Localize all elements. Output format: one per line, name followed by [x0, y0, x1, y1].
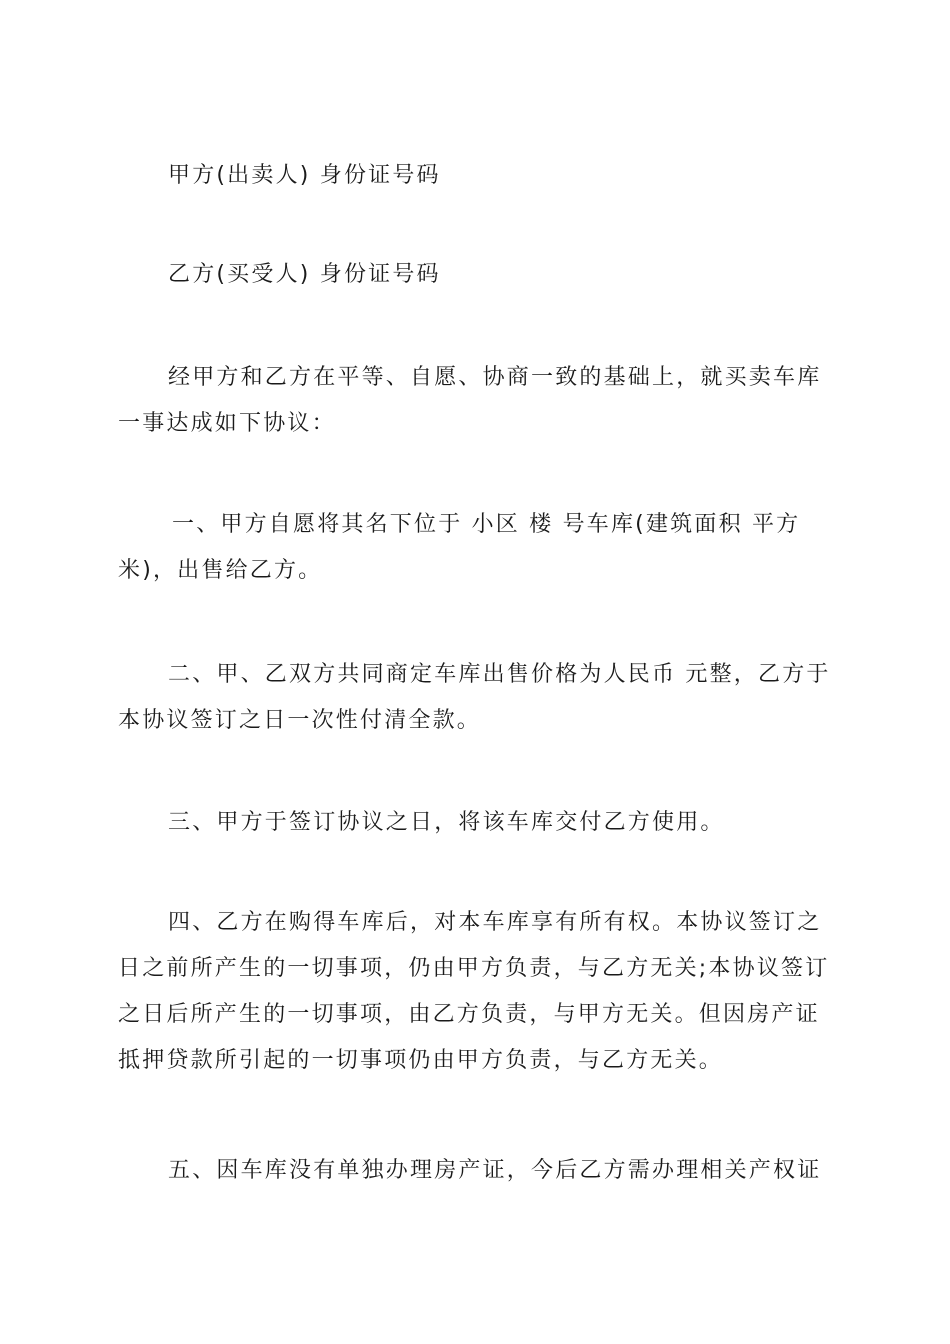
clause-5: 五、因车库没有单独办理房产证，今后乙方需办理相关产权证	[168, 1158, 822, 1183]
party-b-line: 乙方(买受人) 身份证号码	[168, 262, 441, 287]
party-a-line: 甲方(出卖人) 身份证号码	[168, 163, 441, 188]
clause-4: 四、乙方在购得车库后，对本车库享有所有权。本协议签订之日之前所产生的一切事项，仍由甲方负责，与乙方无关;本协议签订之日后所产生的一切事项，由乙方负责，与甲方无关。但因房产证抵押贷款所引起的一切事项仍由甲方负责，与乙方无关。	[118, 910, 830, 1073]
clause-3: 三、甲方于签订协议之日，将该车库交付乙方使用。	[168, 810, 725, 835]
clause-1: 一、甲方自愿将其名下位于 小区 楼 号车库(建筑面积 平方米)，出售给乙方。	[118, 512, 801, 583]
clause-2: 二、甲、乙双方共同商定车库出售价格为人民币 元整，乙方于本协议签订之日一次性付清全款。	[118, 662, 831, 733]
agreement-intro: 经甲方和乙方在平等、自愿、协商一致的基础上，就买卖车库一事达成如下协议：	[118, 365, 822, 436]
